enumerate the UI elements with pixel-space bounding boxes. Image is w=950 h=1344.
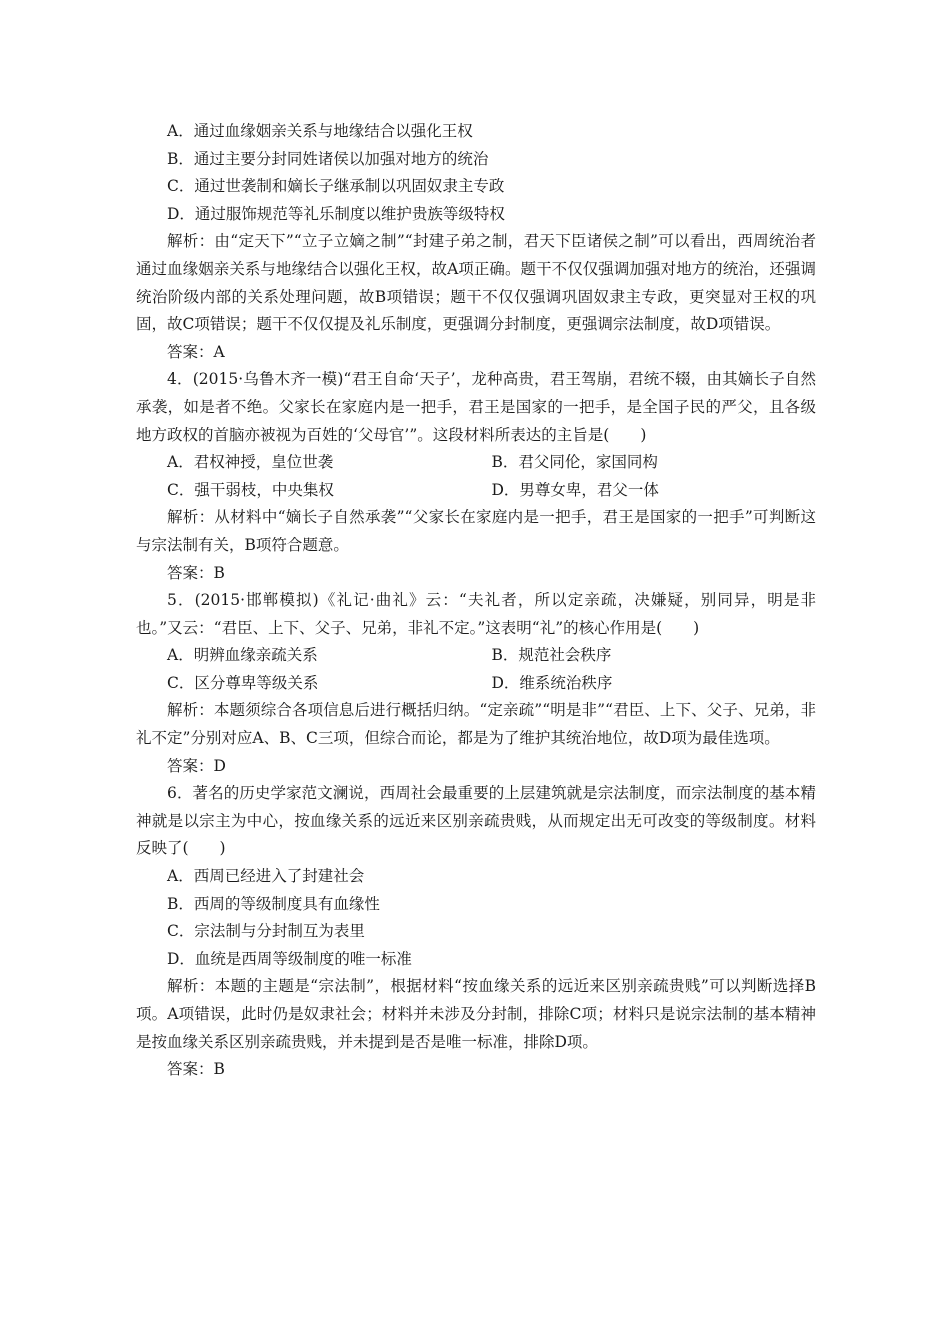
q4-stem: 4．(2015·乌鲁木齐一模)“君王自命‘天子’，龙种高贵，君王驾崩，君统不辍，由其嫡长子自然承袭，如是者不绝。父家长在家庭内是一把手，君王是国家的一把手，是全国子民的严父，且各级地方政权的首脑亦被视为百姓的‘父母官’”。这段材料所表达的主旨是( ) (136, 370, 816, 444)
document-page (136, 118, 816, 1084)
q5-stem: 5．(2015·邯郸模拟)《礼记·曲礼》云：“夫礼者，所以定亲疏，决嫌疑，别同异，明是非也。”又云：“君臣、上下、父子、兄弟，非礼不定。”这表明“礼”的核心作用是( ) (136, 591, 816, 637)
q6-option-d: D．血统是西周等级制度的唯一标准 (167, 949, 412, 968)
question-4 (136, 366, 816, 587)
q4-option-a: A．君权神授，皇位世袭 (167, 453, 334, 472)
q4-options-row-1 (136, 449, 816, 477)
q5-answer: 答案：D (167, 756, 226, 775)
q6-answer: 答案：B (167, 1060, 225, 1079)
q4-options-row-2 (136, 477, 816, 505)
q6-analysis: 解析：本题的主题是“宗法制”，根据材料“按血缘关系的远近来区别亲疏贵贱”可以判断选择B项。A项错误，此时仍是奴隶社会；材料并未涉及分封制，排除C项；材料只是说宗法制的基本精神是按血缘关系区别亲疏贵贱，并未提到是否是唯一标准，排除D项。 (136, 977, 816, 1051)
q5-option-d: D．维系统治秩序 (491, 673, 613, 692)
q4-option-b: B．君父同伦，家国同构 (491, 453, 658, 472)
q5-option-a: A．明辨血缘亲疏关系 (167, 646, 318, 665)
q4-answer: 答案：B (167, 563, 225, 582)
q5-option-b: B．规范社会秩序 (491, 646, 612, 665)
q5-options-row-1 (136, 642, 816, 670)
q6-option-a: A．西周已经进入了封建社会 (167, 867, 365, 886)
q3-option-b: B．通过主要分封同姓诸侯以加强对地方的统治 (167, 149, 489, 168)
q3-option-a: A．通过血缘姻亲关系与地缘结合以强化王权 (167, 122, 473, 140)
q4-option-d: D．男尊女卑，君父一体 (491, 480, 659, 499)
q5-option-c: C．区分尊卑等级关系 (167, 673, 319, 692)
q3-analysis: 解析：由“定天下”“立子立嫡之制”“封建子弟之制，君天下臣诸侯之制”可以看出，西周统治者通过血缘姻亲关系与地缘结合以强化王权，故A项正确。题干不仅仅强调加强对地方的统治，还强调统治阶级内部的关系处理问题，故B项错误；题干不仅仅强调巩固奴隶主专政，更突显对王权的巩固，故C项错误；题干不仅仅提及礼乐制度，更强调分封制度，更强调宗法制度，故D项错误。 (136, 232, 816, 334)
q3-option-d: D．通过服饰规范等礼乐制度以维护贵族等级特权 (167, 204, 505, 223)
q6-option-c: C．宗法制与分封制互为表里 (167, 922, 365, 941)
q6-option-b: B．西周的等级制度具有血缘性 (167, 894, 380, 913)
q3-answer: 答案：A (167, 342, 225, 361)
q4-option-c: C．强干弱枝，中央集权 (167, 480, 334, 499)
question-3 (136, 118, 816, 366)
q6-stem: 6．著名的历史学家范文澜说，西周社会最重要的上层建筑就是宗法制度，而宗法制度的基本精神就是以宗主为中心，按血缘关系的远近来区别亲疏贵贱，从而规定出无可改变的等级制度。材料反映了( ) (136, 784, 816, 858)
q3-option-c: C．通过世袭制和嫡长子继承制以巩固奴隶主专政 (167, 177, 505, 196)
q5-options-row-2 (136, 670, 816, 698)
question-6 (136, 780, 816, 1084)
q4-analysis: 解析：从材料中“嫡长子自然承袭”“父家长在家庭内是一把手，君王是国家的一把手”可判断这与宗法制有关，B项符合题意。 (136, 508, 816, 554)
q5-analysis: 解析：本题须综合各项信息后进行概括归纳。“定亲疏”“明是非”“君臣、上下、父子、兄弟，非礼不定”分别对应A、B、C三项，但综合而论，都是为了维护其统治地位，故D项为最佳选项。 (136, 701, 816, 748)
question-5 (136, 587, 816, 780)
